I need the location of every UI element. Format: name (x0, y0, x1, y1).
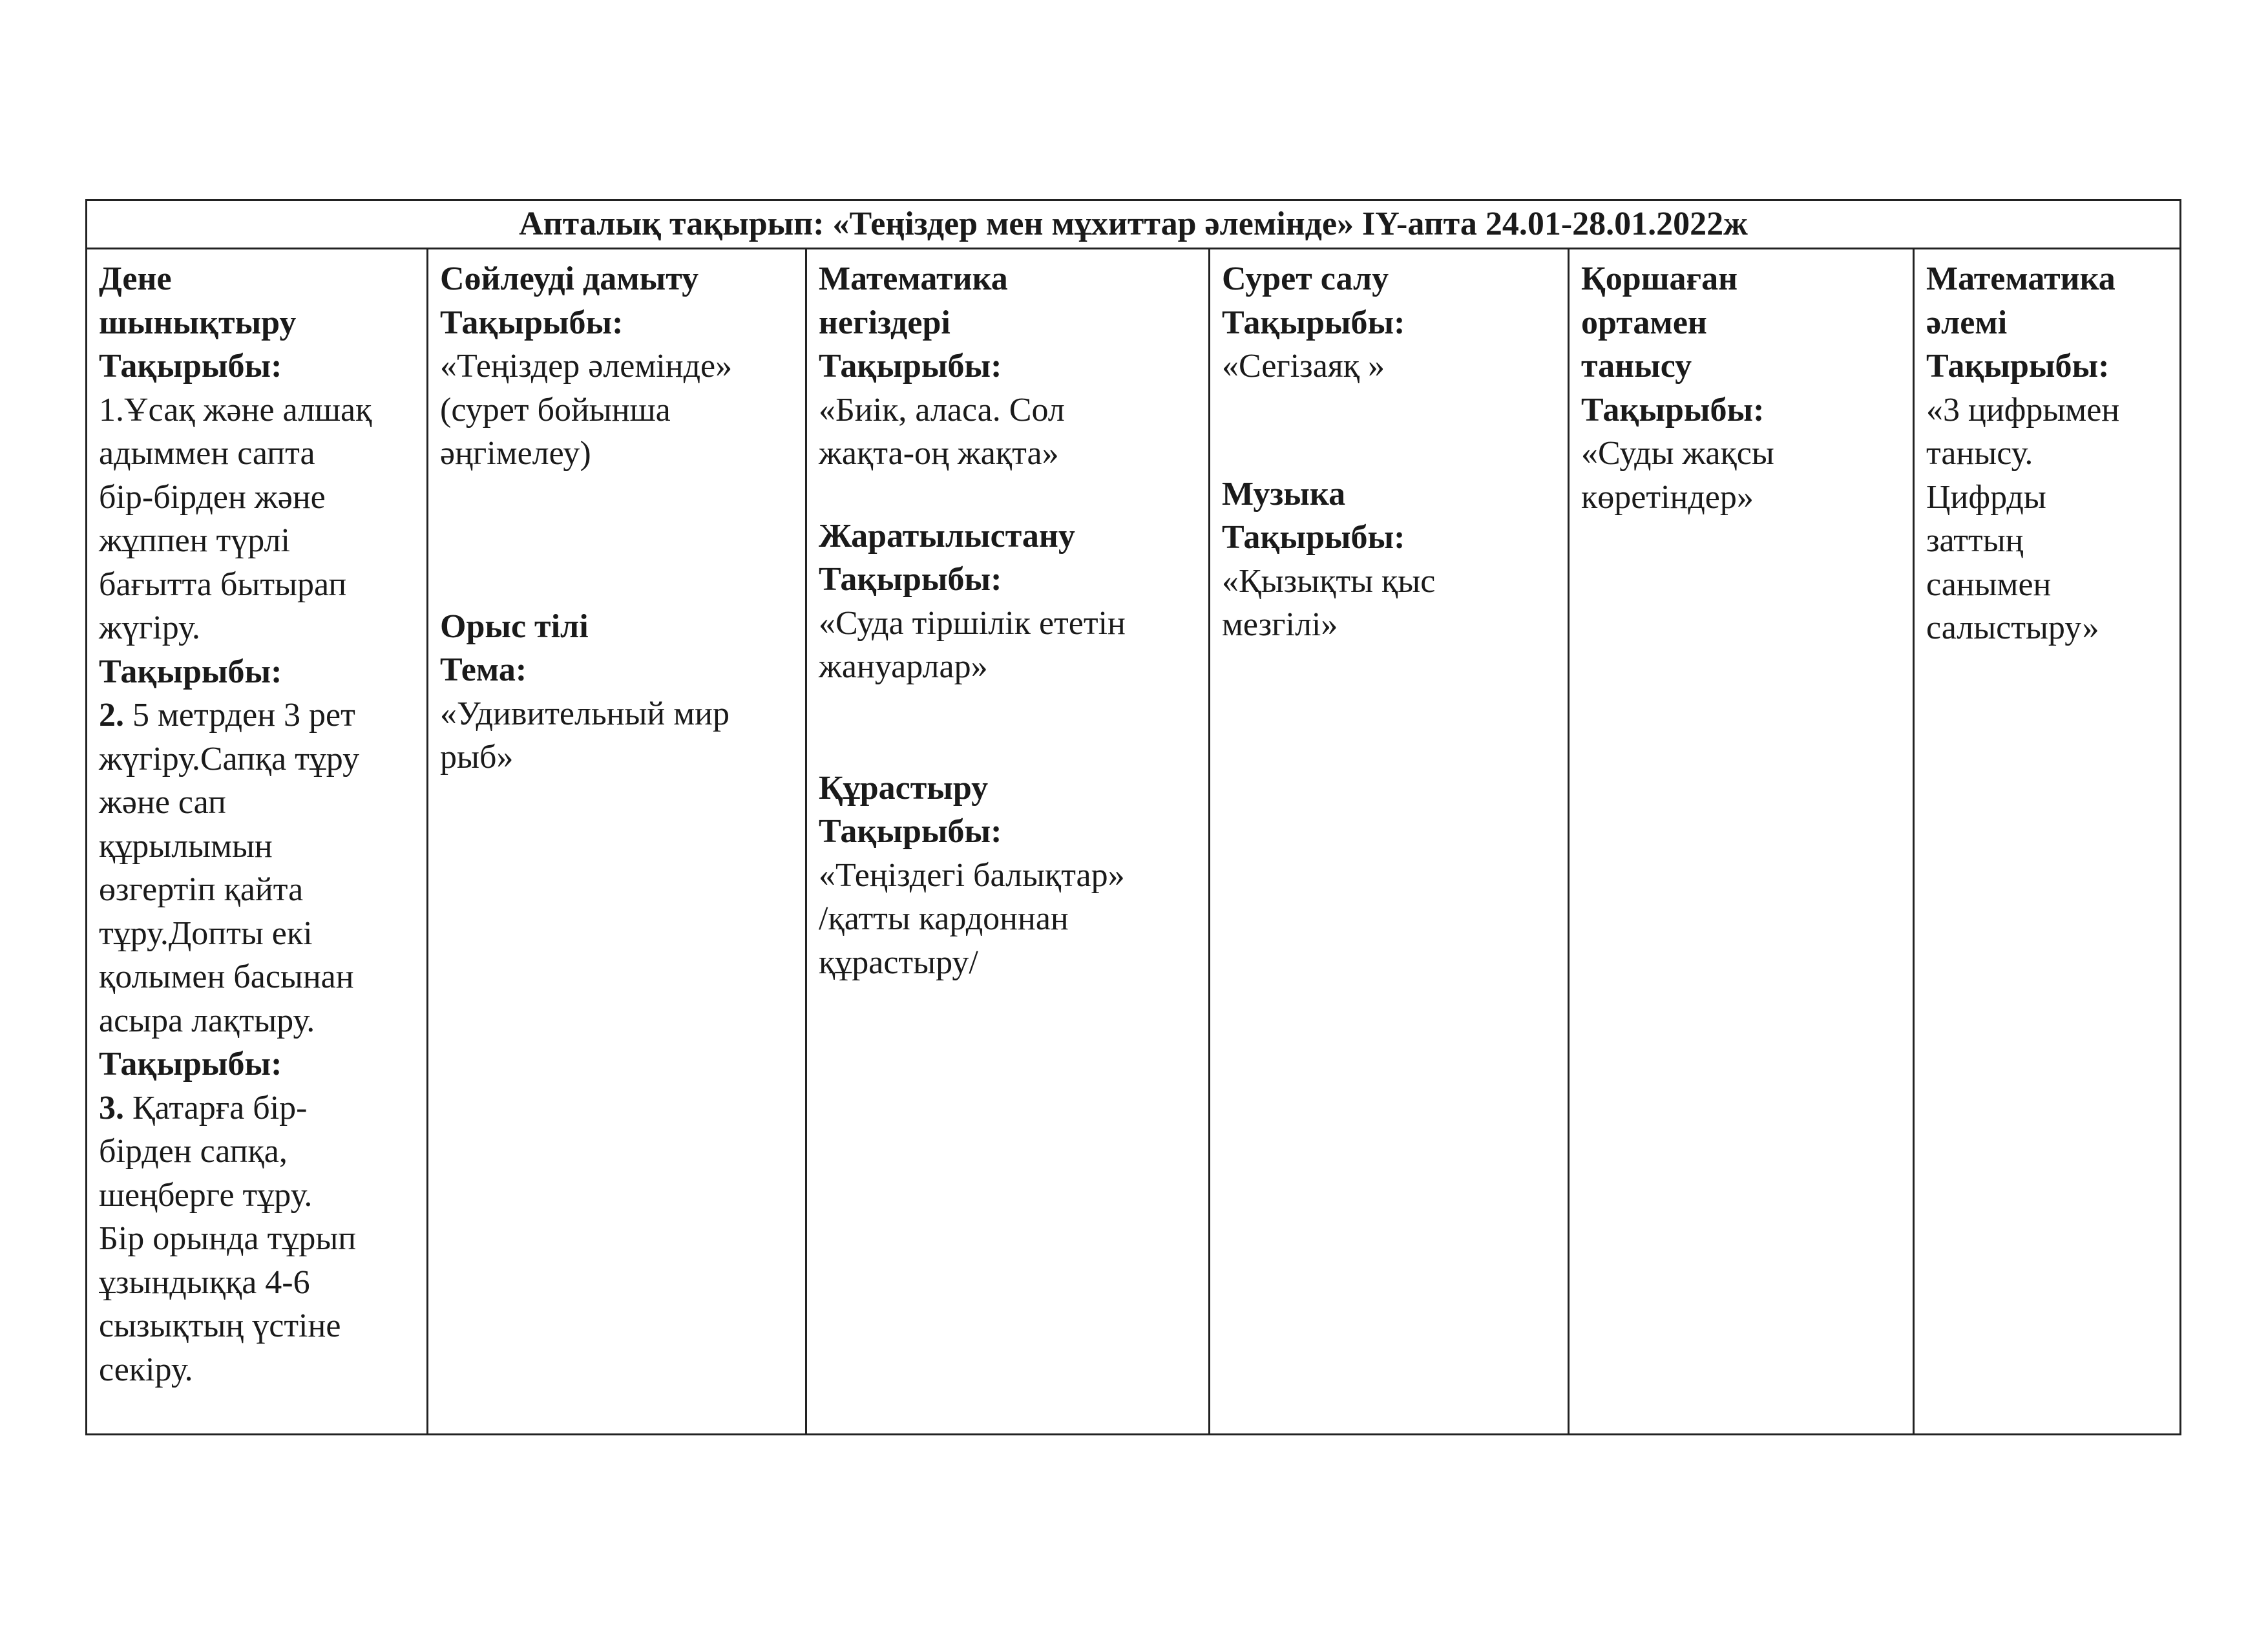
topic-text: /қатты кардоннан (819, 900, 1069, 937)
topic-text: және сап (99, 784, 226, 821)
topic-text: «Теңіздер әлемінде» (440, 348, 733, 385)
topic-text: 1.Ұсақ және алшақ (99, 391, 372, 428)
topic-text: бағытта бытырап (99, 565, 347, 603)
topic-text: секіру. (99, 1351, 193, 1388)
topic-text: санымен (1926, 565, 2052, 603)
topic-text: 3. Қатарға бір- (99, 1089, 308, 1126)
topic-label: Тақырыбы: (1222, 304, 1405, 341)
column-heading: Математика (1926, 260, 2116, 297)
topic-text: Бір орында тұрып (99, 1220, 357, 1257)
topic-label: Тақырыбы: (99, 653, 282, 690)
column-heading: Қоршаған (1581, 260, 1738, 297)
topic-text: заттың (1926, 522, 2024, 559)
column-heading: танысу (1581, 348, 1692, 385)
column-heading-construction: Құрастыру (819, 769, 989, 807)
topic-text: бірден сапқа, (99, 1133, 288, 1170)
topic-label: Тақырыбы: (99, 348, 282, 385)
topic-label: Тақырыбы: (440, 304, 624, 341)
column-heading: ортамен (1581, 304, 1707, 341)
topic-label: Тақырыбы: (819, 348, 1002, 385)
topic-label: Тақырыбы: (819, 813, 1002, 850)
topic-text: шеңберге тұру. (99, 1176, 313, 1214)
topic-label: Тақырыбы: (99, 1046, 282, 1083)
topic-text: рыб» (440, 739, 514, 776)
column-heading-natural-science: Жаратылыстану (819, 517, 1075, 555)
topic-text: өзгертіп қайта (99, 871, 304, 908)
topic-text: «Биік, аласа. Сол (819, 391, 1065, 428)
topic-text: жақта-оң жақта» (819, 435, 1059, 472)
topic-text: жүгіру.Сапқа тұру (99, 740, 360, 777)
topic-number: 2. (99, 697, 124, 734)
topic-text: «Қызықты қыс (1222, 562, 1436, 600)
column-heading-russian: Орыс тілі (440, 607, 589, 645)
column-environment (1570, 249, 1915, 1433)
topic-text: ұзындыққа 4-6 (99, 1263, 310, 1301)
topic-text: Цифрды (1926, 478, 2046, 516)
topic-text: бір-бірден және (99, 478, 326, 516)
column-heading: Сурет салу (1222, 260, 1389, 297)
topic-text: жұппен түрлі (99, 522, 290, 559)
topic-text: «Удивительный мир (440, 695, 730, 732)
topic-text: адыммен сапта (99, 435, 315, 472)
column-math-basics (807, 249, 1210, 1433)
topic-label: Тақырыбы: (1581, 391, 1765, 428)
topic-text: жануарлар» (819, 648, 988, 685)
topic-text: құрастыру/ (819, 944, 978, 981)
topic-text: тұру.Допты екі (99, 914, 313, 952)
column-heading: Дене (99, 260, 172, 297)
topic-label: Тема: (440, 651, 527, 688)
table-title: Апталық тақырып: «Теңіздер мен мұхиттар әлемінде» IY-апта 24.01-28.01.2022ж (87, 201, 2179, 249)
topic-text: құрылымын (99, 827, 273, 865)
topic-text: мезгілі» (1222, 606, 1338, 643)
topic-text: әңгімелеу) (440, 435, 591, 472)
column-heading: Математика (819, 260, 1008, 297)
topic-text: танысу. (1926, 435, 2033, 472)
topic-text: қолымен басынан (99, 958, 354, 995)
column-heading-music: Музыка (1222, 475, 1346, 512)
column-speech-development (428, 249, 807, 1433)
column-math-world (1915, 249, 2179, 1433)
topic-text: көретіндер» (1581, 478, 1754, 516)
column-drawing (1210, 249, 1570, 1433)
topic-label: Тақырыбы: (1926, 348, 2110, 385)
topic-text: «Суда тіршілік ететін (819, 604, 1126, 642)
column-heading: шынықтыру (99, 304, 297, 341)
topic-text: «Сегізаяқ » (1222, 348, 1385, 385)
topic-text: сызықтың үстіне (99, 1307, 341, 1344)
column-heading: негіздері (819, 304, 950, 341)
topic-text: «Суды жақсы (1581, 435, 1774, 472)
topic-text: жүгіру. (99, 609, 200, 646)
topic-number: 3. (99, 1089, 124, 1126)
column-heading: әлемі (1926, 304, 2008, 341)
topic-label: Тақырыбы: (819, 561, 1002, 598)
topic-text: «Теңіздегі балықтар» (819, 856, 1125, 894)
topic-text: «3 цифрымен (1926, 391, 2120, 428)
topic-text: салыстыру» (1926, 609, 2099, 646)
topic-text: асыра лақтыру. (99, 1002, 315, 1039)
topic-label: Тақырыбы: (1222, 519, 1405, 556)
weekly-plan-table (85, 199, 2181, 1435)
topic-text: (сурет бойынша (440, 391, 671, 428)
topic-text: 2. 5 метрден 3 рет (99, 697, 355, 734)
column-heading: Сөйлеуді дамыту (440, 260, 699, 297)
column-physical-education (87, 249, 428, 1433)
